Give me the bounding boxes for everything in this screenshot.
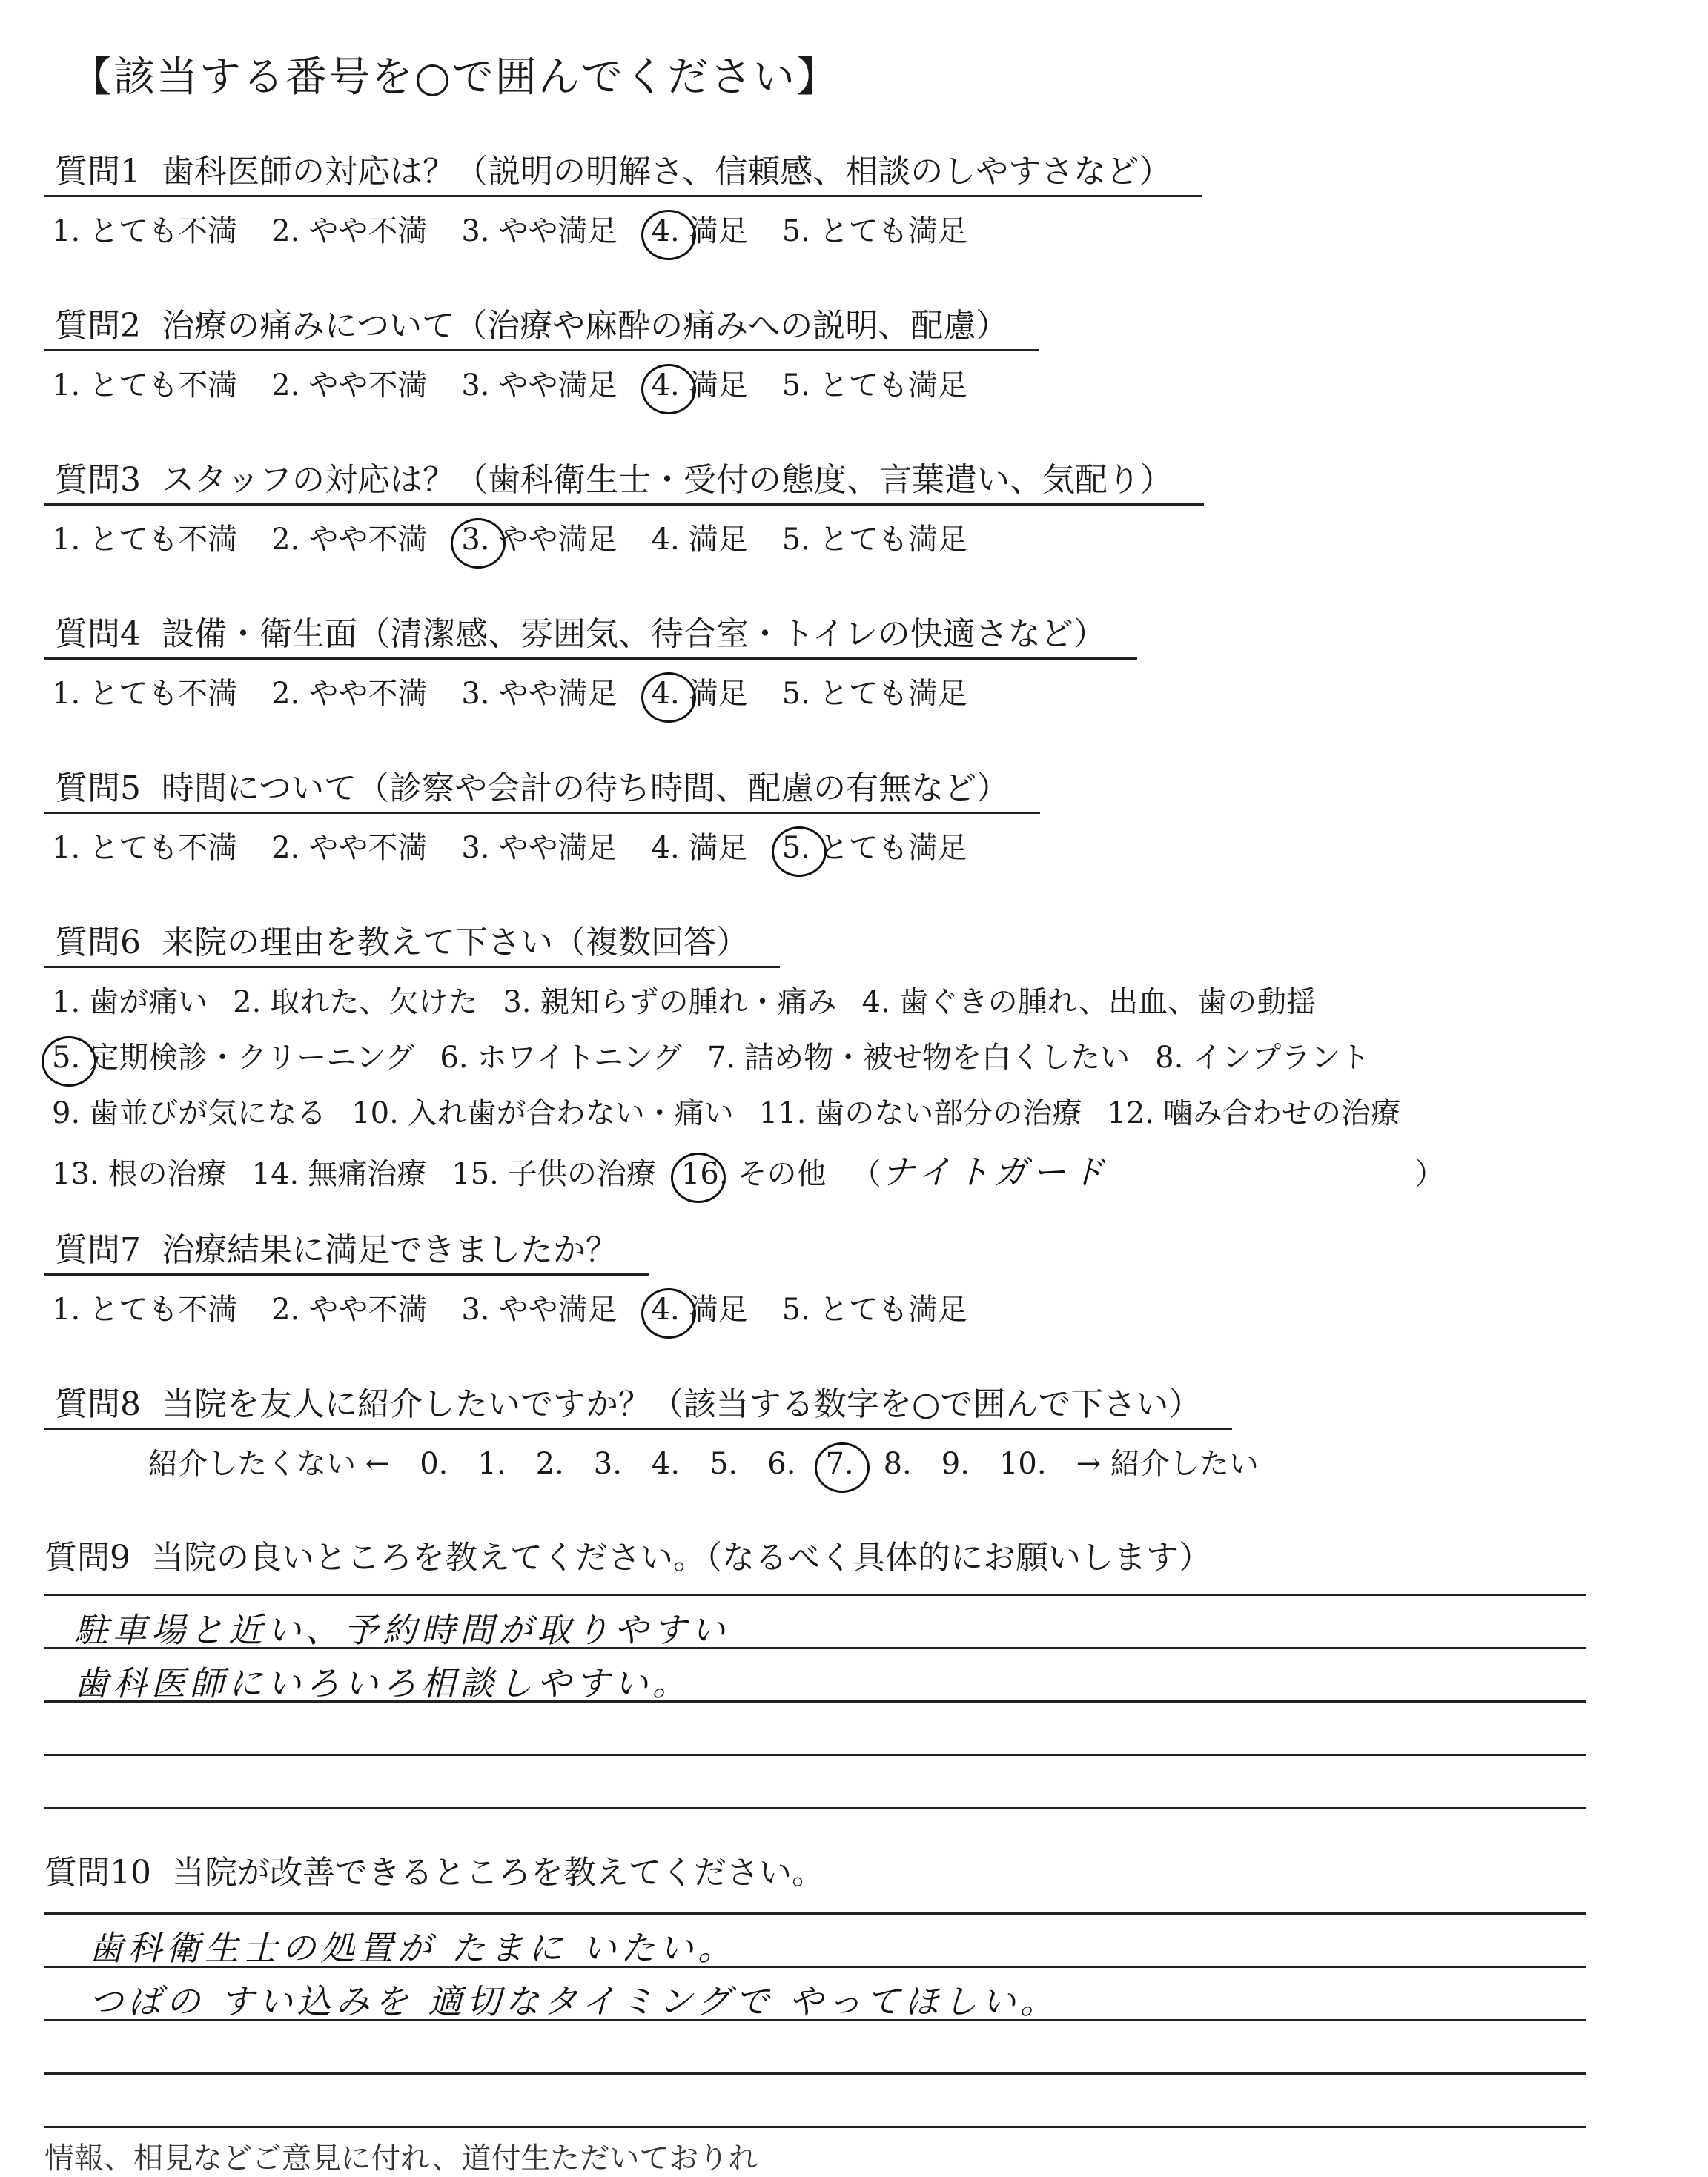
option-label: 満足 <box>688 523 748 557</box>
option-label: とても満足 <box>818 1293 967 1327</box>
option-number: 2. <box>271 677 300 711</box>
option-label: 親知らずの腫れ・痛み <box>540 985 837 1019</box>
option-label: やや不満 <box>308 368 428 402</box>
question-4-options <box>44 670 1675 712</box>
scale-value: 9. <box>941 1447 970 1481</box>
option-number: 3. <box>461 368 490 402</box>
question-text: 治療の痛みについて（治療や麻酔の痛みへの説明、配慮） <box>162 307 1009 345</box>
option-number: 4. <box>651 831 680 865</box>
question-3-title <box>44 453 1204 506</box>
option-number: 1. <box>52 368 81 402</box>
option <box>52 1150 227 1193</box>
question-8 <box>44 1377 1675 1482</box>
other-paren-open: （ <box>851 1157 881 1191</box>
question-label: 質問9 <box>44 1539 130 1577</box>
option <box>782 516 967 558</box>
option-label: 取れた、欠けた <box>270 985 478 1019</box>
option-number: 5. <box>781 1293 810 1327</box>
option-label: 歯が痛い <box>89 985 208 1019</box>
option-label: その他 <box>737 1157 827 1191</box>
option <box>52 362 237 404</box>
option-label: 子供の治療 <box>507 1157 656 1191</box>
option <box>52 516 237 558</box>
option-label: インプラント <box>1192 1041 1371 1075</box>
question-text: 設備・衛生面（清潔感、雰囲気、待合室・トイレの快適さなど） <box>162 615 1106 653</box>
option <box>271 516 427 558</box>
scale-value: 5. <box>709 1447 738 1481</box>
option-number: 3. <box>461 831 490 865</box>
option <box>451 1150 656 1193</box>
option-number: 4. <box>651 214 680 248</box>
answer-line <box>44 2126 1586 2128</box>
option-number: 4. <box>651 523 680 557</box>
option <box>252 1150 427 1193</box>
option-label: 歯のない部分の治療 <box>815 1096 1082 1130</box>
option-label: とても不満 <box>89 831 238 865</box>
handwritten-answer: 歯科医師にいろいろ相談しやすい。 <box>74 1663 691 1703</box>
question-8-scale <box>44 1440 1675 1482</box>
option-number: 1. <box>52 523 81 557</box>
page-header: 【該当する番号を○で囲んでください】 <box>70 53 839 102</box>
question-7-options <box>44 1286 1675 1328</box>
option-selected <box>681 1150 827 1193</box>
question-label: 質問3 <box>55 461 141 499</box>
question-8-title <box>44 1377 1232 1430</box>
option <box>52 978 208 1021</box>
option-selected <box>52 1034 414 1076</box>
question-text: 当院の良いところを教えてください。（なるべく具体的にお願いします） <box>151 1539 1211 1577</box>
option-label: 噛み合わせの治療 <box>1163 1096 1401 1130</box>
option-number: 3. <box>461 1293 490 1327</box>
option-number: 1. <box>52 1293 81 1327</box>
option <box>1107 1090 1400 1132</box>
option <box>461 824 617 867</box>
question-1 <box>44 145 1675 250</box>
option <box>707 1034 1130 1076</box>
handwritten-answer: 駐車場と近い、予約時間が取りやすい <box>74 1610 729 1650</box>
option <box>52 1090 326 1132</box>
option-label: 満足 <box>688 831 748 865</box>
question-7 <box>44 1223 1675 1328</box>
question-10-title <box>44 1846 1675 1893</box>
scale-value: 3. <box>593 1447 622 1481</box>
scale-value: 1. <box>477 1447 506 1481</box>
option-label: 満足 <box>688 214 748 248</box>
option <box>759 1090 1082 1132</box>
option-label: とても満足 <box>818 214 967 248</box>
question-1-title <box>44 145 1202 197</box>
question-3-options <box>44 516 1675 558</box>
option-row <box>52 1145 1675 1194</box>
option-number: 1. <box>52 677 81 711</box>
question-label: 質問6 <box>55 924 141 961</box>
question-2-title <box>44 299 1039 351</box>
question-text: 来院の理由を教えて下さい（複数回答） <box>162 924 749 961</box>
option-selected <box>652 670 748 712</box>
scale-value: 10. <box>999 1447 1047 1481</box>
option-label: とても不満 <box>89 677 238 711</box>
option-number: 2. <box>271 1293 300 1327</box>
option-selected <box>652 362 748 404</box>
option-label: とても不満 <box>89 214 238 248</box>
option-number: 2. <box>271 523 300 557</box>
option-number: 1. <box>52 985 81 1019</box>
option-label: やや満足 <box>498 214 618 248</box>
option-number: 6. <box>440 1041 469 1075</box>
option <box>652 516 748 558</box>
option-number: 9. <box>52 1096 81 1130</box>
option-number: 8. <box>1155 1041 1184 1075</box>
option <box>782 1286 967 1328</box>
option <box>461 1286 617 1328</box>
option-label: とても満足 <box>818 677 967 711</box>
answer-line <box>44 1807 1586 1809</box>
option-number: 13. <box>52 1157 99 1191</box>
option-selected <box>652 208 748 250</box>
option-selected <box>461 516 617 558</box>
scale-left-label: 紹介したくない ← <box>148 1447 391 1481</box>
question-4-title <box>44 607 1137 660</box>
handwritten-answer: つばの すい込みを 適切なタイミングで やってほしい。 <box>89 1981 1059 2021</box>
option-number: 5. <box>781 831 810 865</box>
option-number: 5. <box>781 368 810 402</box>
scale-value: 2. <box>535 1447 564 1481</box>
option-row <box>52 978 1675 1021</box>
option <box>1155 1034 1370 1076</box>
option-label: やや不満 <box>308 1293 428 1327</box>
option-number: 1. <box>52 214 81 248</box>
option-number: 7. <box>706 1041 736 1075</box>
option <box>271 670 427 712</box>
question-2 <box>44 299 1675 404</box>
option-label: やや満足 <box>498 831 618 865</box>
question-label: 質問4 <box>55 615 141 653</box>
option <box>461 208 617 250</box>
option-label: やや不満 <box>308 523 428 557</box>
question-9 <box>44 1531 1675 1578</box>
option-number: 2. <box>271 214 300 248</box>
question-6 <box>44 915 1675 1207</box>
scale-right-label: → 紹介したい <box>1076 1447 1259 1481</box>
option-label: 根の治療 <box>107 1157 227 1191</box>
option-number: 16. <box>681 1157 729 1191</box>
option <box>503 978 836 1021</box>
option <box>461 362 617 404</box>
option-label: やや不満 <box>308 831 428 865</box>
option-number: 4. <box>651 368 680 402</box>
option-label: 満足 <box>688 368 748 402</box>
option-number: 3. <box>461 523 490 557</box>
option <box>233 978 477 1021</box>
option-number: 3. <box>461 214 490 248</box>
question-text: 治療結果に満足できましたか？ <box>162 1231 618 1269</box>
option-label: やや満足 <box>498 677 618 711</box>
option <box>862 978 1317 1021</box>
answer-line <box>44 1912 1586 1915</box>
option <box>52 824 237 867</box>
question-text: スタッフの対応は？（歯科衛生士・受付の態度、言葉遣い、気配り） <box>162 461 1173 499</box>
option-number: 14. <box>251 1157 299 1191</box>
question-label: 質問2 <box>55 307 141 345</box>
option-number: 4. <box>861 985 890 1019</box>
question-4 <box>44 607 1675 712</box>
option-number: 2. <box>271 831 300 865</box>
option-label: やや不満 <box>308 214 428 248</box>
question-label: 質問10 <box>44 1854 151 1892</box>
option-selected <box>652 1286 748 1328</box>
option-number: 11. <box>758 1096 807 1130</box>
option-label: ホワイトニング <box>477 1041 682 1075</box>
option <box>351 1090 734 1132</box>
answer-line <box>44 1754 1586 1756</box>
option <box>271 824 427 867</box>
question-10 <box>44 1846 1675 1893</box>
option <box>652 824 748 867</box>
option-row <box>52 1034 1675 1076</box>
question-text: 歯科医師の対応は？（説明の明解さ、信頼感、相談のしやすさなど） <box>162 153 1172 190</box>
option-label: とても満足 <box>818 831 967 865</box>
other-paren-close: ） <box>1414 1157 1445 1191</box>
option-label: やや満足 <box>498 523 618 557</box>
option-selected <box>782 824 967 867</box>
question-2-options <box>44 362 1675 404</box>
question-3 <box>44 453 1675 558</box>
question-label: 質問7 <box>55 1231 141 1269</box>
question-1-options <box>44 208 1675 250</box>
option-label: やや満足 <box>498 368 618 402</box>
option <box>461 670 617 712</box>
option-number: 15. <box>451 1157 499 1191</box>
question-text: 当院を友人に紹介したいですか？（該当する数字を○で囲んで下さい） <box>162 1385 1202 1423</box>
question-6-title <box>44 915 780 968</box>
handwritten-answer: 歯科衛生士の処置が たまに いたい。 <box>89 1928 737 1968</box>
option-label: 入れ歯が合わない・痛い <box>407 1096 734 1130</box>
question-5 <box>44 761 1675 867</box>
option-label: とても不満 <box>89 368 238 402</box>
option-label: 無痛治療 <box>308 1157 427 1191</box>
option-label: 歯ぐきの腫れ、出血、歯の動揺 <box>898 985 1317 1019</box>
option-label: 歯並びが気になる <box>89 1096 327 1130</box>
option-number: 1. <box>52 831 81 865</box>
option-label: とても不満 <box>89 523 238 557</box>
option-row <box>52 1090 1675 1132</box>
option <box>782 362 967 404</box>
scale-value-selected: 7. <box>825 1447 854 1481</box>
option-number: 5. <box>781 677 810 711</box>
option-number: 4. <box>651 1293 680 1327</box>
option <box>52 208 237 250</box>
option-number: 5. <box>781 523 810 557</box>
other-handwritten-value: ナイトガード <box>881 1152 1109 1192</box>
answer-line <box>44 1594 1586 1596</box>
option <box>52 1286 237 1328</box>
option-number: 10. <box>351 1096 399 1130</box>
option-number: 5. <box>52 1041 81 1075</box>
question-7-title <box>44 1223 649 1276</box>
option-number: 3. <box>503 985 532 1019</box>
question-label: 質問8 <box>55 1385 141 1423</box>
option-label: 満足 <box>688 677 748 711</box>
question-5-options <box>44 824 1675 867</box>
question-text: 時間について（診察や会計の待ち時間、配慮の有無など） <box>162 769 1010 807</box>
option <box>782 208 967 250</box>
question-9-title <box>44 1531 1675 1578</box>
option-number: 2. <box>271 368 300 402</box>
option <box>271 208 427 250</box>
option <box>271 1286 427 1328</box>
option-label: やや満足 <box>498 1293 618 1327</box>
option-number: 12. <box>1107 1096 1155 1130</box>
option <box>271 362 427 404</box>
option-number: 3. <box>461 677 490 711</box>
question-text: 当院が改善できるところを教えてください。 <box>172 1854 824 1892</box>
option <box>52 670 237 712</box>
scale-value: 8. <box>883 1447 912 1481</box>
scale-value: 4. <box>651 1447 681 1481</box>
scale-value: 0. <box>420 1447 448 1481</box>
option <box>440 1034 682 1076</box>
option-label: 定期検診・クリーニング <box>89 1041 415 1075</box>
answer-line <box>44 2072 1586 2075</box>
option-number: 4. <box>651 677 680 711</box>
scale-value: 6. <box>767 1447 796 1481</box>
option-number: 2. <box>233 985 262 1019</box>
option <box>782 670 967 712</box>
question-label: 質問5 <box>55 769 141 807</box>
question-6-options <box>44 978 1675 1194</box>
question-5-title <box>44 761 1040 814</box>
question-label: 質問1 <box>55 153 141 190</box>
option-number: 5. <box>781 214 810 248</box>
footer-partial-text: 情報、相見などご意見に付れ、道付生ただいておりれ <box>44 2141 758 2176</box>
option-label: 満足 <box>688 1293 748 1327</box>
option-label: やや不満 <box>308 677 428 711</box>
option-label: とても不満 <box>89 1293 238 1327</box>
option-label: とても満足 <box>818 523 967 557</box>
option-label: とても満足 <box>818 368 967 402</box>
option-label: 詰め物・被せ物を白くしたい <box>744 1041 1131 1075</box>
